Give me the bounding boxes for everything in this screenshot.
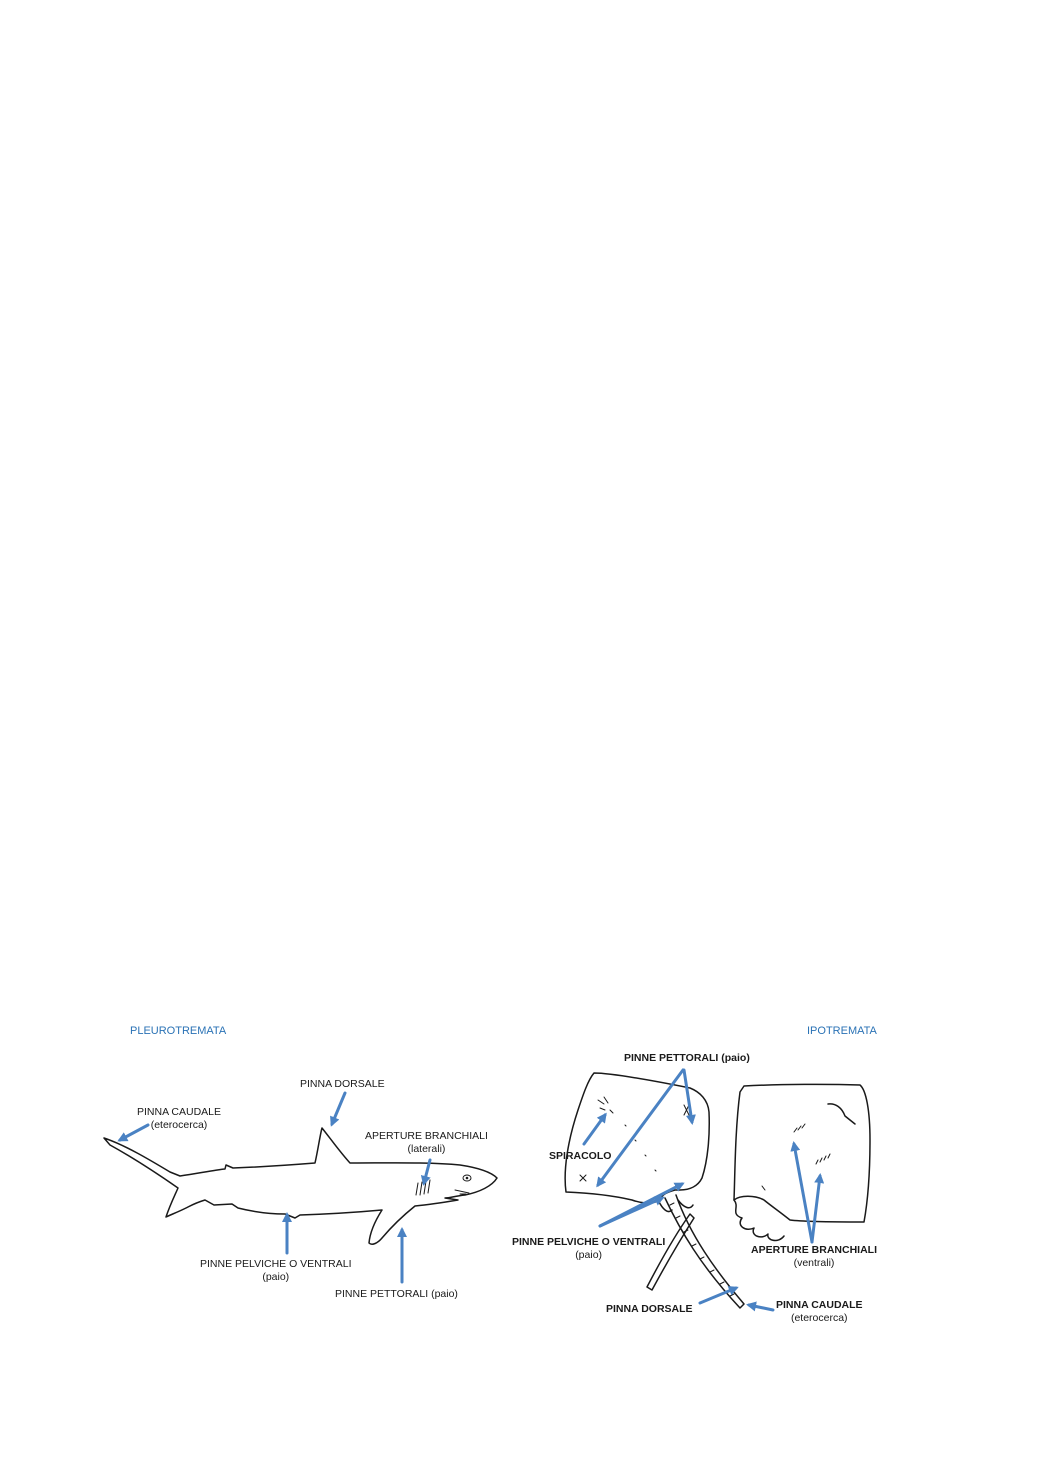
label-pectoral-fins-left: PINNE PETTORALI (paio) — [335, 1288, 458, 1300]
ray-ventral-illustration — [734, 1084, 870, 1240]
label-spiracle: SPIRACOLO — [549, 1150, 612, 1162]
arrows-right — [584, 1070, 820, 1310]
label-caudal-fin-right-line1: PINNA CAUDALE — [776, 1299, 863, 1311]
label-pelvic-fins-left — [200, 1258, 352, 1284]
arrow-pectoral-right-1 — [598, 1070, 683, 1185]
label-gills-left — [365, 1130, 488, 1156]
ray-ventral-mark — [762, 1186, 765, 1190]
label-caudal-fin-left-line1: PINNA CAUDALE — [137, 1106, 222, 1118]
label-gills-left-line1: APERTURE BRANCHIALI — [365, 1130, 488, 1142]
ray-ventral-frills — [734, 1200, 784, 1240]
arrow-dorsal-left — [332, 1093, 345, 1124]
arrow-caudal-right — [749, 1305, 773, 1310]
label-dorsal-fin-left: PINNA DORSALE — [300, 1078, 385, 1090]
arrow-spiracle — [584, 1115, 605, 1144]
label-pelvic-fins-right-line2: (paio) — [575, 1249, 603, 1261]
label-pelvic-fins-left-line2: (paio) — [262, 1271, 290, 1283]
header-pleurotremata: PLEUROTREMATA — [130, 1025, 227, 1037]
arrow-pectoral-right-2 — [684, 1070, 692, 1122]
label-gills-left-line2: (laterali) — [407, 1143, 446, 1155]
ray-spiracle-marks — [598, 1097, 613, 1113]
arrow-gills-right-2 — [812, 1176, 820, 1242]
ray-tail-texture — [670, 1203, 734, 1296]
label-caudal-fin-left-line2: (eterocerca) — [150, 1119, 208, 1131]
ray-ventral-mouth — [828, 1104, 855, 1124]
label-pelvic-fins-left-line1: PINNE PELVICHE O VENTRALI — [200, 1258, 352, 1270]
label-caudal-fin-left — [137, 1106, 221, 1132]
label-gills-right — [751, 1244, 877, 1270]
ray-ventral-gill-slits — [794, 1124, 830, 1164]
label-pelvic-fins-right — [512, 1236, 665, 1262]
ray-pelvic-fins — [658, 1200, 693, 1212]
label-pectoral-fins-right: PINNE PETTORALI (paio) — [624, 1052, 750, 1064]
shark-mouth — [455, 1190, 469, 1194]
arrow-gills-right-1 — [794, 1144, 812, 1242]
ray-dots — [580, 1105, 689, 1181]
label-caudal-fin-right — [776, 1299, 863, 1325]
label-dorsal-fin-right: PINNA DORSALE — [606, 1303, 693, 1315]
label-gills-right-line1: APERTURE BRANCHIALI — [751, 1244, 877, 1256]
header-ipotremata: IPOTREMATA — [807, 1025, 877, 1037]
label-gills-right-line2: (ventrali) — [793, 1257, 835, 1269]
label-pelvic-fins-right-line1: PINNE PELVICHE O VENTRALI — [512, 1236, 666, 1248]
ray-ventral-disc-outline — [734, 1084, 870, 1222]
label-caudal-fin-right-line2: (eterocerca) — [790, 1312, 848, 1324]
